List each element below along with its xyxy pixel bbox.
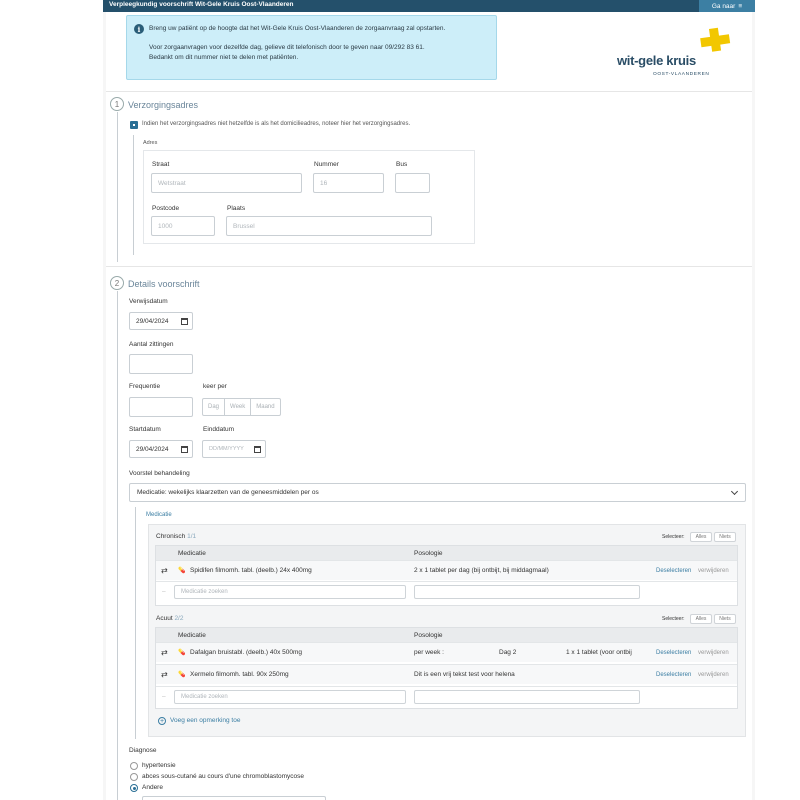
acuut-alles-button[interactable]: Alles: [690, 614, 712, 624]
remove-link[interactable]: verwijderen: [698, 671, 729, 678]
divider: [106, 91, 752, 92]
logo-text: wit-gele kruis: [617, 53, 696, 68]
diagnose-andere-input[interactable]: [142, 796, 326, 800]
postcode-input[interactable]: 1000: [151, 216, 215, 236]
straat-input[interactable]: Wetstraat: [151, 173, 302, 193]
logo-subtext: OOST-VLAANDEREN: [653, 72, 710, 77]
diagnose-radio-andere[interactable]: [130, 784, 138, 792]
frequentie-input[interactable]: [129, 397, 193, 417]
remove-link[interactable]: verwijderen: [698, 567, 729, 574]
medicatie-line: [135, 507, 136, 739]
info-line-1: Breng uw patiënt op de hoogte dat het Wit-Gele Kruis Oost-Vlaanderen de zorgaanvraag zal opstarten.: [149, 25, 446, 32]
startdatum-input[interactable]: [129, 440, 193, 458]
section-2-number: 2: [110, 276, 124, 290]
col-medicatie: Medicatie: [178, 549, 206, 557]
add-note-link[interactable]: Voeg een opmerking toe: [170, 717, 241, 724]
diagnose-option-label: Andere: [142, 784, 163, 791]
chronisch-table-header: [156, 546, 737, 560]
section-2-title: Details voorschrift: [128, 279, 200, 289]
col-posologie: Posologie: [414, 631, 443, 639]
col-posologie: Posologie: [414, 549, 443, 557]
med-posologie[interactable]: 2 x 1 tablet per dag (bij ontbijt, bij middagmaal): [414, 567, 549, 574]
medicatie-search-input[interactable]: Medicatie zoeken: [174, 585, 406, 599]
pill-icon: 💊: [178, 672, 186, 678]
chronisch-title: Chronisch 1/1: [156, 533, 197, 540]
voorstel-value: Medicatie: wekelijks klaarzetten van de geneesmiddelen per os: [137, 489, 319, 496]
med-name: Spidifen filmomh. tabl. (deelb.) 24x 400mg: [190, 567, 312, 574]
ga-naar-label: Ga naar: [711, 2, 736, 10]
col-medicatie: Medicatie: [178, 631, 206, 639]
row-placeholder: –: [162, 588, 166, 595]
calendar-icon[interactable]: [181, 318, 188, 325]
keer-per-label: keer per: [203, 383, 227, 390]
plaats-label: Plaats: [227, 205, 246, 212]
chronisch-table: [155, 545, 738, 606]
info-line-3: Bedankt om dit nummer niet te delen met patiënten.: [149, 54, 299, 61]
einddatum-input[interactable]: [202, 440, 266, 458]
zittingen-input[interactable]: [129, 354, 193, 374]
med-name: Dafalgan bruistabl. (deelb.) 40x 500mg: [190, 649, 303, 656]
voorstel-select[interactable]: [129, 483, 746, 502]
med-posologie-period[interactable]: per week :: [414, 649, 444, 656]
diagnose-label: Diagnose: [129, 747, 157, 754]
startdatum-value: 29/04/2024: [136, 445, 169, 453]
table-row: [156, 664, 737, 684]
voorstel-label: Voorstel behandeling: [129, 470, 190, 477]
zittingen-label: Aantal zittingen: [129, 341, 174, 348]
calendar-icon[interactable]: [181, 446, 188, 453]
startdatum-label: Startdatum: [129, 426, 161, 433]
deselect-link[interactable]: Deselecteren: [656, 671, 692, 678]
bus-input[interactable]: [395, 173, 430, 193]
hamburger-icon: ≡: [738, 2, 743, 10]
medicatie-search-input[interactable]: Medicatie zoeken: [174, 690, 406, 704]
bus-label: Bus: [396, 161, 408, 168]
logo-cross-icon: [697, 26, 737, 60]
period-segmented: [202, 398, 281, 416]
ga-naar-button[interactable]: [699, 0, 755, 12]
verzorgingsadres-checkbox[interactable]: [130, 121, 138, 129]
diagnose-option-label: hypertensie: [142, 762, 176, 769]
diagnose-radio-abces[interactable]: [130, 773, 138, 781]
adres-label: Adres: [143, 140, 158, 146]
table-row: [156, 560, 737, 580]
med-posologie-day[interactable]: Dag 2: [499, 649, 517, 656]
acuut-table-header: [156, 628, 737, 642]
wgk-logo: [617, 26, 737, 81]
acuut-table: [155, 627, 738, 709]
medicatie-label: Medicatie: [146, 512, 172, 518]
table-row: [156, 642, 737, 662]
nummer-label: Nummer: [314, 161, 339, 168]
pill-icon: 💊: [178, 568, 186, 574]
period-maand[interactable]: Maand: [256, 404, 275, 410]
chronisch-niets-button[interactable]: Niets: [714, 532, 736, 542]
swap-icon[interactable]: ⇄: [161, 648, 168, 657]
section-1-line: [117, 112, 118, 262]
page-title: Verpleegkundig voorschrift Wit-Gele Kruis Oost-Vlaanderen: [109, 1, 294, 8]
swap-icon[interactable]: ⇄: [161, 670, 168, 679]
straat-label: Straat: [152, 161, 170, 168]
row-placeholder: –: [162, 693, 166, 700]
chevron-down-icon: [731, 488, 738, 495]
nummer-input[interactable]: 16: [313, 173, 384, 193]
verwijsdatum-input[interactable]: [129, 312, 193, 330]
table-row-search: [156, 686, 737, 706]
deselect-link[interactable]: Deselecteren: [656, 649, 692, 656]
period-week[interactable]: Week: [225, 399, 251, 415]
section-2-line: [117, 291, 118, 800]
verwijsdatum-label: Verwijsdatum: [129, 298, 168, 305]
plaats-input[interactable]: Brussel: [226, 216, 432, 236]
einddatum-placeholder: DD/MM/YYYY: [209, 446, 244, 452]
adres-line: [133, 135, 134, 255]
postcode-label: Postcode: [152, 205, 180, 212]
pill-icon: 💊: [178, 650, 186, 656]
diagnose-radio-hypertensie[interactable]: [130, 762, 138, 770]
top-bar: [103, 0, 755, 12]
info-banner: [126, 15, 497, 80]
diagnose-option-label: abces sous-cutané au cours d'une chromoblastomycose: [142, 773, 305, 780]
chronisch-alles-button[interactable]: Alles: [690, 532, 712, 542]
info-icon: i: [134, 24, 144, 34]
swap-icon[interactable]: ⇄: [161, 566, 168, 575]
frequentie-label: Frequentie: [129, 383, 161, 390]
acuut-selecteer-label: Selecteer:: [662, 616, 685, 622]
einddatum-label: Einddatum: [203, 426, 235, 433]
section-1-title: Verzorgingsadres: [128, 100, 199, 110]
med-posologie-dose[interactable]: 1 x 1 tablet (voor ontbij: [566, 649, 632, 656]
plus-circle-icon[interactable]: +: [159, 717, 165, 725]
remove-link[interactable]: verwijderen: [698, 649, 729, 656]
acuut-niets-button[interactable]: Niets: [714, 614, 736, 624]
verzorgingsadres-checkbox-label: Indien het verzorgingsadres niet hetzelfde is als het domicilieadres, noteer hier het verzorgingsadres.: [142, 121, 411, 127]
med-name: Xermelo filmomh. tabl. 90x 250mg: [190, 671, 289, 678]
deselect-link[interactable]: Deselecteren: [656, 567, 692, 574]
calendar-icon[interactable]: [254, 446, 261, 453]
acuut-title: Acuut 2/2: [156, 615, 184, 622]
section-1-number: 1: [110, 97, 124, 111]
period-dag[interactable]: Dag: [203, 399, 225, 415]
posologie-input[interactable]: [414, 585, 640, 599]
posologie-input[interactable]: [414, 690, 640, 704]
verwijsdatum-value: 29/04/2024: [136, 317, 169, 325]
table-row-search: [156, 581, 737, 601]
info-line-2: Voor zorgaanvragen voor dezelfde dag, gelieve dit telefonisch door te geven naar 09/292 83 61.: [149, 44, 425, 51]
med-posologie[interactable]: Dit is een vrij tekst test voor helena: [414, 671, 515, 678]
chronisch-selecteer-label: Selecteer:: [662, 534, 685, 540]
divider: [106, 266, 752, 267]
